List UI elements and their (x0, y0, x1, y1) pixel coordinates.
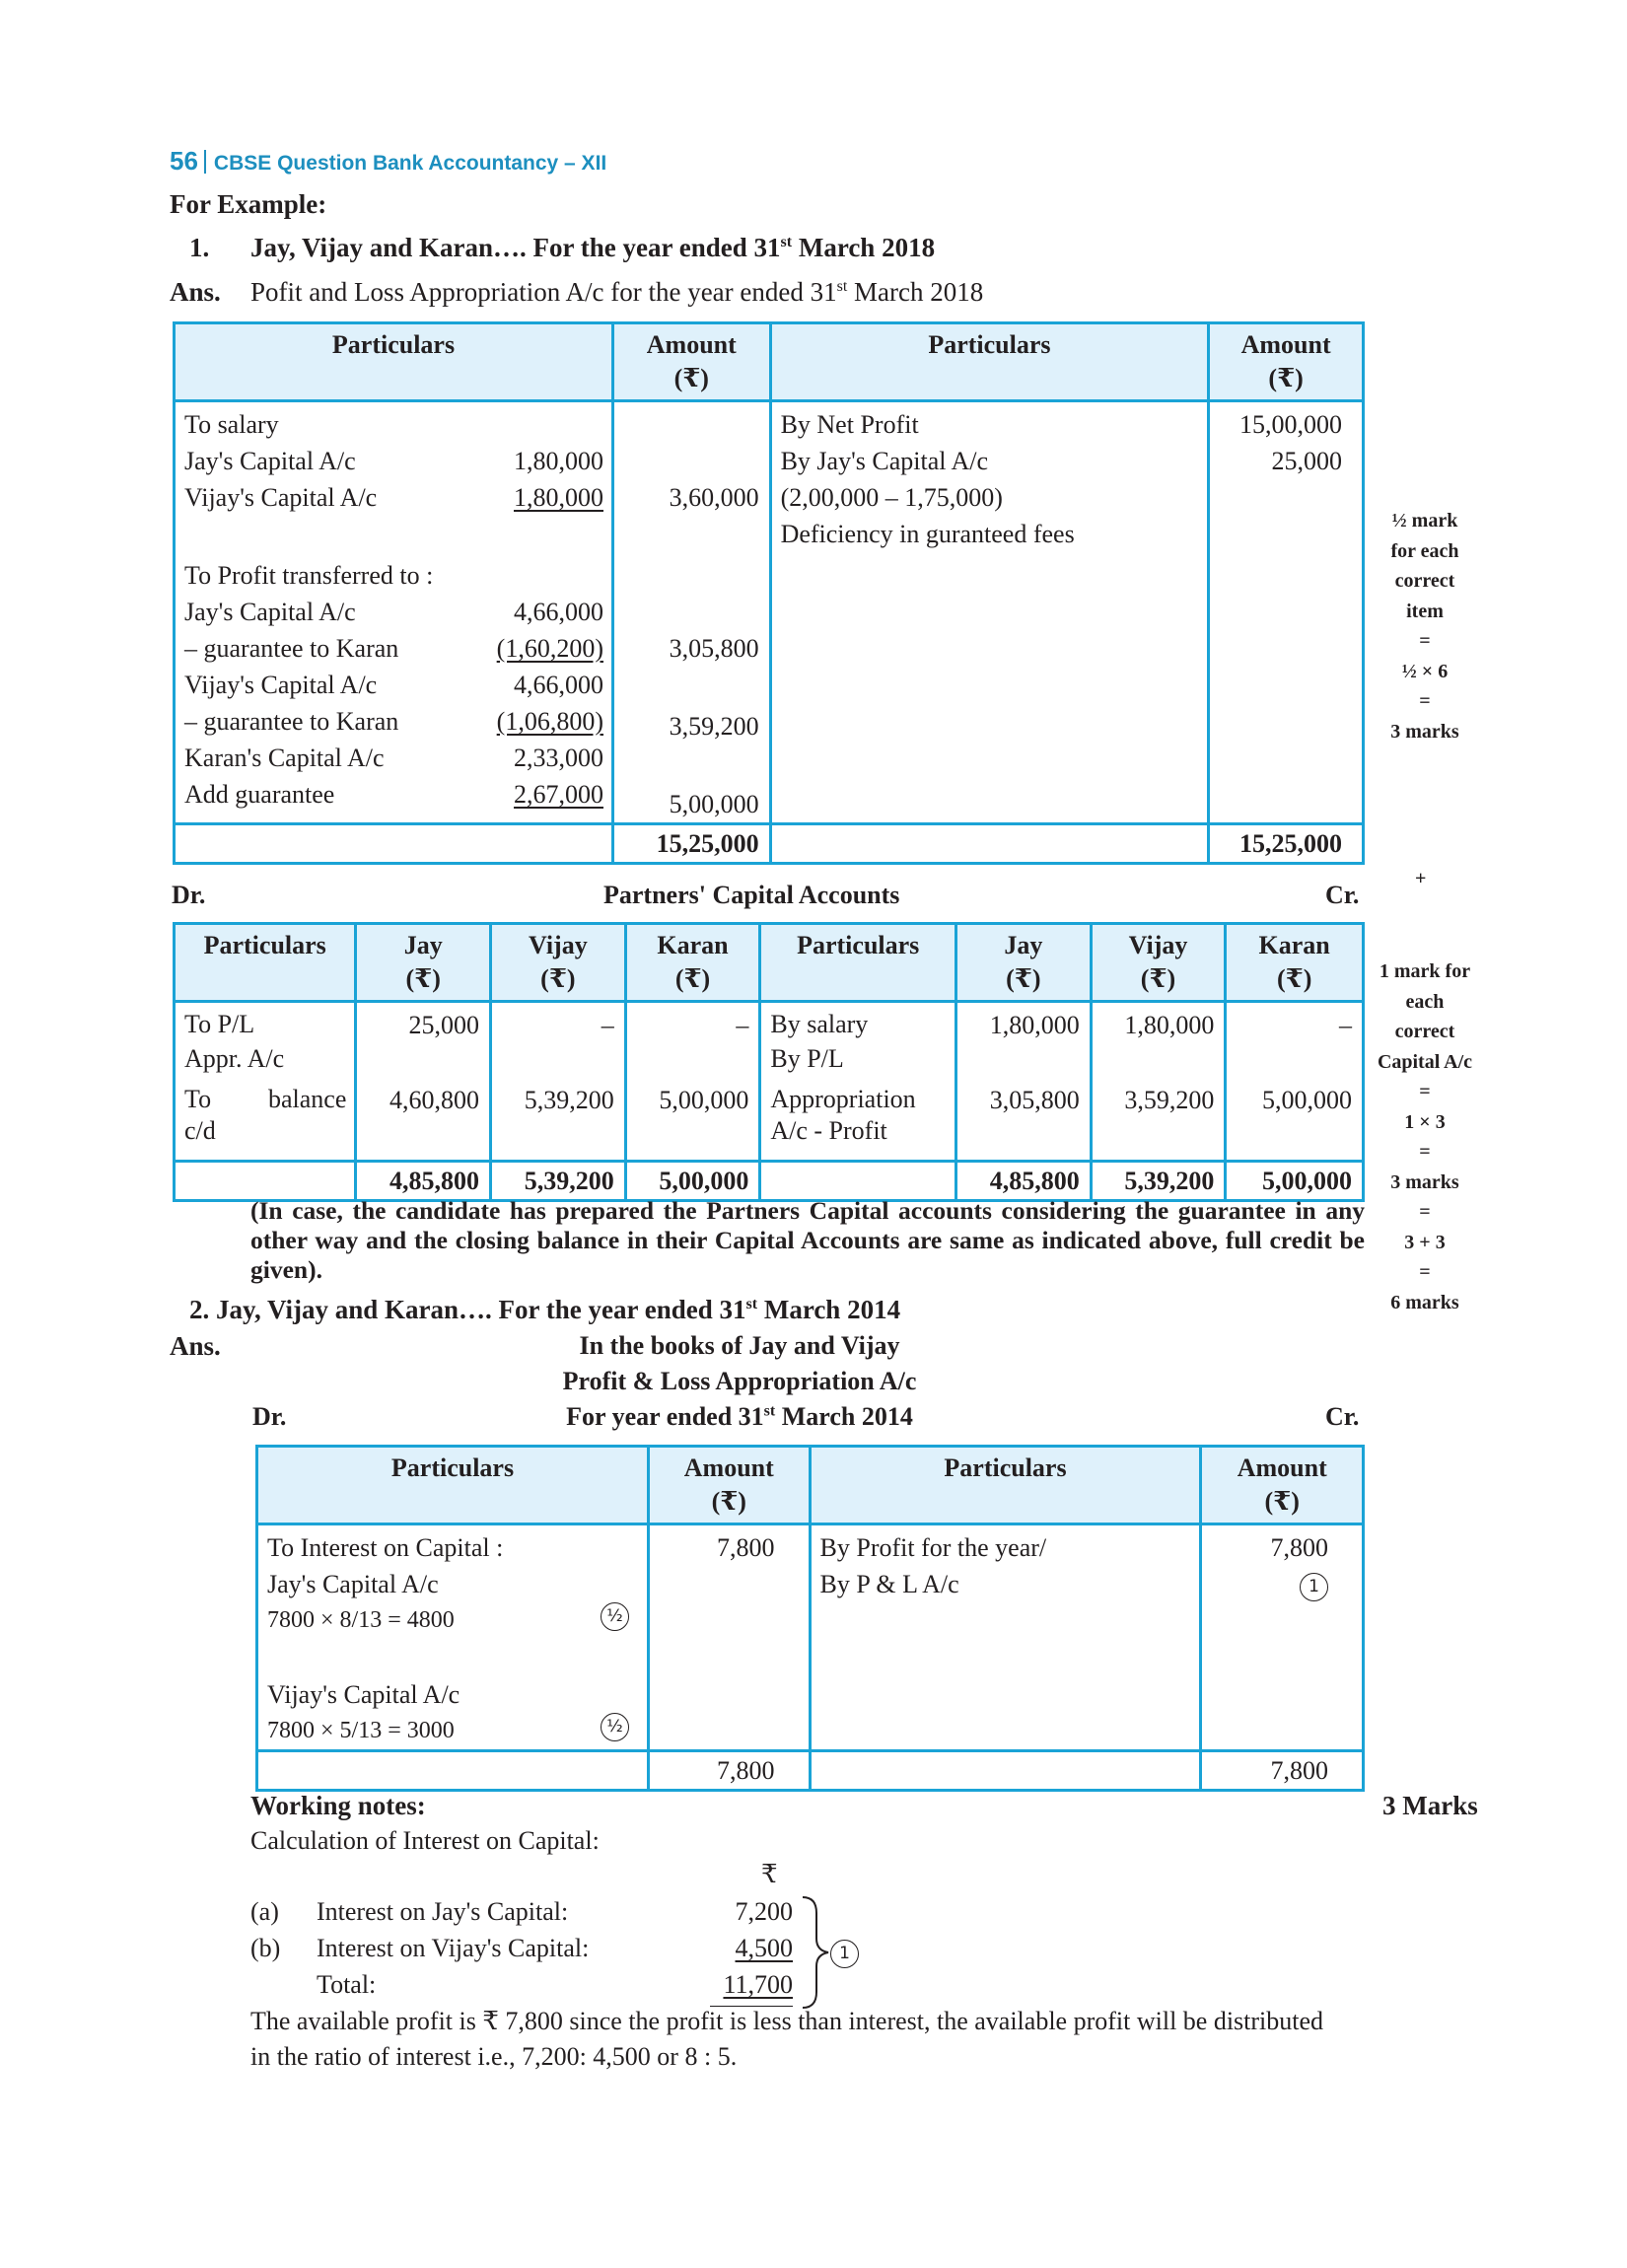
cap-debit-vijay: – 5,39,200 (491, 1002, 626, 1162)
total-right: 15,25,000 (1209, 824, 1364, 864)
debit-particulars-cell: To salary Jay's Capital A/c 1,80,000 Vijay's Capital A/c 1,80,000 To Profit transferred to : Jay's Capital A/c 4,66,000 – guarantee to Karan (1,60,200) Vijay's Capital A/c 4,66,000 – guarantee to Karan (1,06,800) Karan's Capital A/c 2,33,000 Add guarantee 2,67,000 (175, 401, 613, 824)
side-marks-1: ½ mark for each correct item = ½ × 6 = 3 marks (1390, 510, 1459, 743)
q2-title: 2. Jay, Vijay and Karan…. For the year ended 31st March 2014 (189, 1295, 901, 1324)
calc-title: Calculation of Interest on Capital: (250, 1826, 600, 1855)
cap-total-vijay-dr: 5,39,200 (491, 1162, 626, 1201)
col-vijay-cr: Vijay (₹) (1091, 924, 1226, 1002)
table-total-row (175, 824, 1364, 864)
col-particulars-cr: Particulars (760, 924, 956, 1002)
calc-a-text: Interest on Jay's Capital: (317, 1897, 569, 1926)
mark-circle-calc: 1 (830, 1940, 859, 1968)
table-body-row (175, 401, 1364, 824)
cap-credit-vijay: 1,80,000 3,59,200 (1091, 1002, 1226, 1162)
ic-col-amount-left: Amount (₹) (649, 1447, 811, 1524)
for-example-label: For Example: (170, 189, 327, 219)
pl-appropriation-table (173, 321, 1365, 865)
plus-sign: + (1415, 868, 1427, 889)
debit-amount-cell: 3,60,000 3,05,800 3,59,200 5,00,000 (613, 401, 771, 824)
cap-total-karan-dr: 5,00,000 (625, 1162, 760, 1201)
ic-col-amount-right: Amount (₹) (1201, 1447, 1364, 1524)
book-title: CBSE Question Bank Accountancy – XII (213, 152, 607, 175)
ic-total-right: 7,800 (1201, 1751, 1364, 1791)
col-jay-dr: Jay (₹) (356, 924, 491, 1002)
cap-credit-karan: – 5,00,000 (1226, 1002, 1364, 1162)
q2-ans-label: Ans. (170, 1331, 221, 1361)
col-amount-left: Amount (₹) (613, 323, 771, 401)
conclusion-line-2: in the ratio of interest i.e., 7,200: 4,500 or 8 : 5. (250, 2042, 738, 2071)
total-left: 15,25,000 (613, 824, 771, 864)
credit-particulars-cell: By Net Profit By Jay's Capital A/c (2,00,000 – 1,75,000) Deficiency in guranteed fees (770, 401, 1209, 824)
cap-total-jay-cr: 4,85,800 (956, 1162, 1092, 1201)
capital-dr-label: Dr. (172, 881, 206, 909)
col-particulars-left: Particulars (175, 323, 613, 401)
ic-credit-particulars: By Profit for the year/ By P & L A/c (810, 1524, 1201, 1751)
ic-header-row (257, 1447, 1364, 1524)
q1-number: 1. (189, 233, 210, 262)
q1-ans-label: Ans. (170, 277, 221, 307)
col-jay-cr: Jay (₹) (956, 924, 1092, 1002)
cap-total-karan-cr: 5,00,000 (1226, 1162, 1364, 1201)
side-marks-2: 1 mark for each correct Capital A/c = 1 × 3 = 3 marks = 3 + 3 = 6 marks (1377, 960, 1473, 1313)
table-header-row (175, 323, 1364, 401)
q2-cr-label: Cr. (1325, 1402, 1360, 1431)
half-mark-jay: ½ (601, 1602, 629, 1631)
cap-total-jay-dr: 4,85,800 (356, 1162, 491, 1201)
half-mark-vijay: ½ (601, 1713, 629, 1741)
mark-circle-credit: 1 (1300, 1573, 1328, 1601)
capital-total-row (175, 1162, 1364, 1201)
ic-col-particulars-right: Particulars (810, 1447, 1201, 1524)
working-notes-marks: 3 Marks (1382, 1791, 1478, 1820)
capital-header-row (175, 924, 1364, 1002)
col-vijay-dr: Vijay (₹) (491, 924, 626, 1002)
header-divider (204, 150, 206, 174)
q2-account-title: Profit & Loss Appropriation A/c (562, 1367, 917, 1395)
q2-dr-label: Dr. (252, 1402, 287, 1431)
cap-debit-jay: 25,000 4,60,800 (356, 1002, 491, 1162)
col-particulars-dr: Particulars (175, 924, 356, 1002)
calc-a-label: (a) (250, 1897, 279, 1926)
cap-credit-jay: 1,80,000 3,05,800 (956, 1002, 1092, 1162)
calc-total-text: Total: (317, 1970, 377, 1999)
col-karan-dr: Karan (₹) (625, 924, 760, 1002)
capital-title: Partners' Capital Accounts (603, 881, 900, 909)
q2-books: In the books of Jay and Vijay (579, 1331, 900, 1360)
interest-capital-table (255, 1445, 1365, 1792)
col-karan-cr: Karan (₹) (1226, 924, 1364, 1002)
ic-col-particulars-left: Particulars (257, 1447, 649, 1524)
ic-credit-amount: 7,800 1 (1201, 1524, 1364, 1751)
rupee-symbol: ₹ (761, 1860, 778, 1888)
ic-total-left: 7,800 (649, 1751, 811, 1791)
capital-cr-label: Cr. (1325, 881, 1360, 909)
col-particulars-right: Particulars (770, 323, 1209, 401)
calc-b-text: Interest on Vijay's Capital: (317, 1934, 590, 1962)
q2-year: For year ended 31st March 2014 (566, 1402, 913, 1431)
full-credit-note: (In case, the candidate has prepared the Partners Capital accounts considering the guarantee in any other way and the closing balance in their Capital Accounts are same as indicated above, full credit be given). (250, 1196, 1365, 1284)
ic-body-row (257, 1524, 1364, 1751)
working-notes-title: Working notes: (250, 1791, 426, 1820)
capital-accounts-table (173, 922, 1365, 1202)
page-number: 56 (170, 146, 198, 176)
q1-ans-heading: Pofit and Loss Appropriation A/c for the year ended 31st March 2018 (250, 277, 984, 307)
calc-a-amount: 7,200 (735, 1897, 793, 1926)
calc-b-label: (b) (250, 1934, 281, 1962)
q1-title: Jay, Vijay and Karan…. For the year ended 31st March 2018 (250, 233, 936, 262)
capital-body-row (175, 1002, 1364, 1162)
ic-debit-amount: 7,800 (649, 1524, 811, 1751)
calc-b-amount: 4,500 (735, 1934, 793, 1962)
credit-amount-cell: 15,00,000 25,000 (1209, 401, 1364, 824)
calc-total-amount: 11,700 (723, 1970, 793, 1999)
ic-debit-particulars: To Interest on Capital : Jay's Capital A/c 7800 × 8/13 = 4800 ½ Vijay's Capital A/c 7800 × 5/13 = 3000 ½ (257, 1524, 649, 1751)
col-amount-right: Amount (₹) (1209, 323, 1364, 401)
calc-mark (830, 1940, 859, 1968)
cap-credit-particulars: By salary By P/L Appropriation A/c - Profit (760, 1002, 956, 1162)
conclusion-line-1: The available profit is ₹ 7,800 since the profit is less than interest, the available profit will be distributed (250, 2007, 1324, 2035)
cap-debit-particulars: To P/L Appr. A/c To balance c/d (175, 1002, 356, 1162)
cap-total-vijay-cr: 5,39,200 (1091, 1162, 1226, 1201)
ic-total-row (257, 1751, 1364, 1791)
page-header (170, 146, 606, 177)
cap-debit-karan: – 5,00,000 (625, 1002, 760, 1162)
